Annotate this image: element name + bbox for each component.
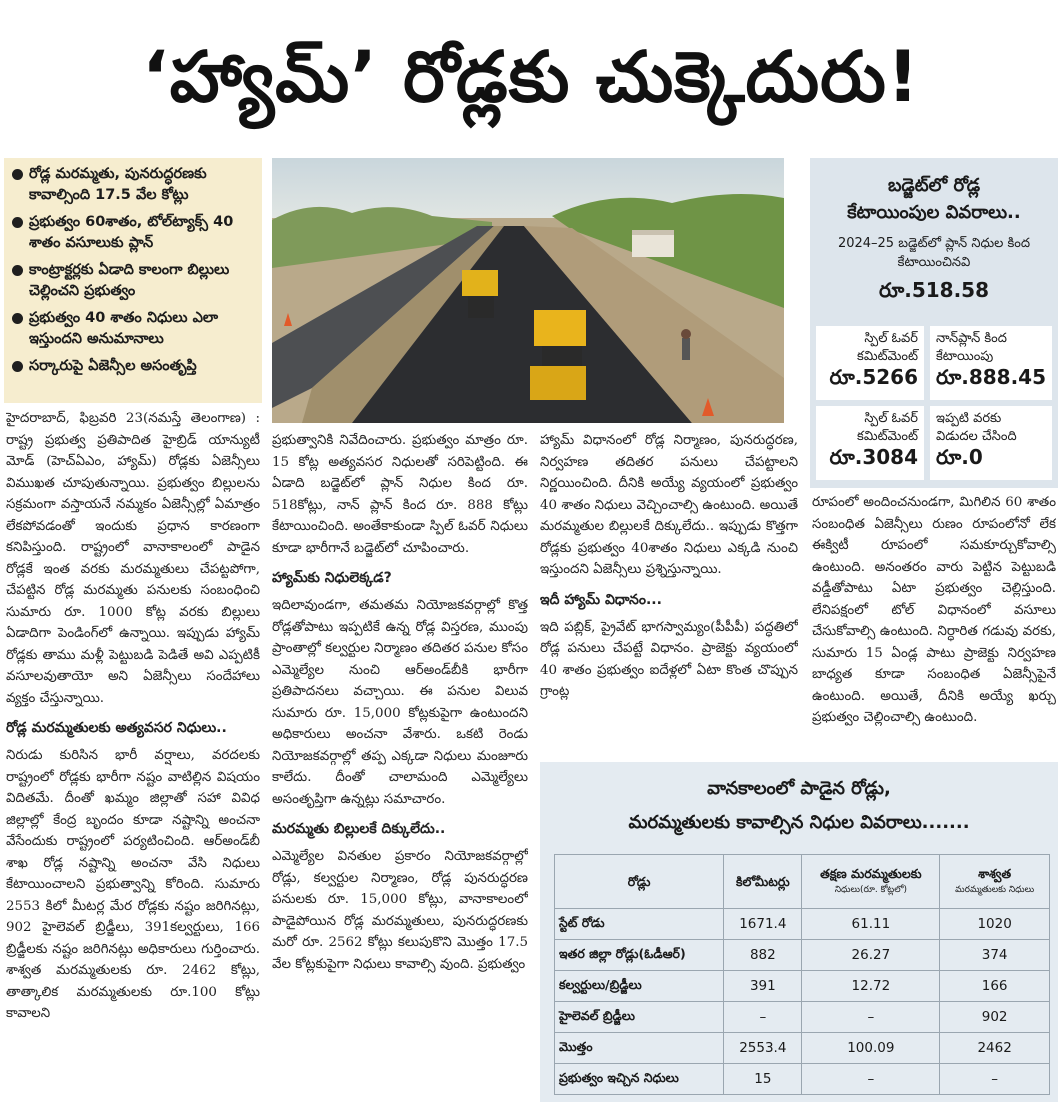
column-header: రోడ్లు: [555, 855, 724, 909]
subheading: హ్యామ్‌కు నిధులెక్కడ?: [272, 570, 392, 586]
budget-cell: స్పిల్ ఓవర్ కమిట్‌మెంట్ రూ.3084: [816, 406, 924, 480]
table-title: వానకాలంలో పాడైన రోడ్లు,: [707, 778, 891, 799]
highlight-item: కాంట్రాక్టర్లకు ఏడాది కాలంగా బిల్లులు చెల్లించని ప్రభుత్వం: [12, 260, 256, 302]
budget-cell: నాన్‌ప్లాన్ కింద కేటాయింపు రూ.888.45: [930, 326, 1052, 400]
column-header: శాశ్వత మరమ్మతులకు నిధులు: [940, 855, 1050, 909]
table-row: స్టేట్ రోడు 1671.4 61.11 1020: [555, 909, 1050, 940]
bullet-icon: [12, 313, 23, 324]
bullet-icon: [12, 169, 23, 180]
table-row: ప్రభుత్వం ఇచ్చిన నిధులు 15 – –: [555, 1064, 1050, 1095]
bullet-icon: [12, 217, 23, 228]
headline: ‘హ్యామ్’ రోడ్లకు చుక్కెదురు!: [142, 36, 920, 118]
table-row: మొత్తం 2553.4 100.09 2462: [555, 1033, 1050, 1064]
article-column-2: [272, 430, 528, 1104]
paragraph: హ్యామ్ విధానంలో రోడ్ల నిర్మాణం, పునరుద్ధరణ, నిర్వహణ తదితర పనులు చేపట్టాలని నిర్ణయించింది. దీనికి అయ్యే వ్యయంలో ప్రభుత్వం 40 శాతం నిధులు వెచ్చించాల్సి ఉంటుంది. అయితే మరమ్మతుల బిల్లులకే దిక్కులేదు.. ఇప్పుడు కొత్తగా రోడ్లకు ప్రభుత్వం 40శాతం నిధులు ఎక్కడి నుంచి ఇస్తుందని ఏజెన్సీలు ప్రశ్నిస్తున్నాయి.: [540, 433, 798, 577]
bullet-icon: [12, 265, 23, 276]
column-header: తక్షణ మరమ్మతులకు నిధులు(రూ. కోట్లలో): [802, 855, 940, 909]
repair-funds-table: [554, 854, 1050, 1095]
road-construction-photo: [272, 158, 784, 423]
table-row: హైలెవల్ బ్రిడ్జీలు – – 902: [555, 1002, 1050, 1033]
highlight-item: ప్రభుత్వం 40 శాతం నిధులు ఎలా ఇస్తుందని అనుమానాలు: [12, 308, 256, 350]
bullet-icon: [12, 361, 23, 372]
paragraph: హైదరాబాద్, ఫిబ్రవరి 23(నమస్తే తెలంగాణ) : రాష్ట్ర ప్రభుత్వ ప్రతిపాదిత హైబ్రిడ్ యాన్యుటీ మోడ్ (హెచ్ఏఎం, హ్యామ్) రోడ్లకు ఏజెన్సీలు విముఖత చూపుతున్నాయి. ప్రభుత్వం బిల్లులను సక్రమంగా వస్తాయనే నమ్మకం ఏజెన్సీల్లో ఏమాత్రం లేకపోవడంతో ఇందుకు ప్రధాన కారణంగా కనిపిస్తుంది. రాష్ట్రంలో వానాకాలంలో పాడైన రోడ్లకే ఇంత వరకు మరమ్మతులు చేపట్టపోగా, చేపట్టిన రోడ్ల మరమ్మతు పనులకు సంబంధించి సుమారు రూ. 1000 కోట్ల వరకు బిల్లులు ఏడాదిగా పెండింగ్‌లో ఉన్నాయి. ఇప్పుడు హ్యామ్ రోడ్లకు తాము మళ్లీ పెట్టుబడి పెడితే అవి ఎప్పటికీ వసూలవుతాయో అని ఏజెన్సీలు సందేహాలు వ్యక్తం చేస్తున్నాయి.: [6, 411, 260, 706]
subheading: రోడ్ల మరమ్మతులకు అత్యవసర నిధులు..: [6, 720, 227, 736]
subheading: మరమ్మతు బిల్లులకే దిక్కులేదు..: [272, 821, 446, 837]
paragraph: రూపంలో అందించనుండగా, మిగిలిన 60 శాతం సంబంధిత ఏజెన్సీలు రుణం రూపంలోనో లేక ఈక్విటీ రూపంలో సమకూర్చుకోవాల్సి ఉంటుంది. అనంతరం వారు పెట్టిన పెట్టుబడి వడ్డీతోపాటు ఏటా ప్రభుత్వం చెల్లిస్తుంది. లేనిపక్షంలో టోల్ విధానంలో వసూలు చేసుకోవాల్సి ఉంటుంది. నిర్ధారిత గడువు వరకు, సుమారు 15 ఏండ్ల పాటు ప్రాజెక్టు నిర్వహణ బాధ్యత కూడా సంబంధిత ఏజెన్సీపైనే ఉంటుంది. అయితే, దీనికి అయ్యే ఖర్చు ప్రభుత్వం చెల్లించాల్సి ఉంటుంది.: [812, 495, 1056, 725]
highlight-item: సర్కారుపై ఏజెన్సీల అసంతృప్తి: [12, 356, 256, 377]
paragraph: ఎమ్మెల్యేల వినతుల ప్రకారం నియోజకవర్గాల్లో రోడ్లు, కల్వర్టుల నిర్మాణం, రోడ్ల పునరుద్ధరణ పనులకు రూ. 15,000 కోట్లు, వానాకాలంలో పాడైపోయిన రోడ్ల మరమ్మతులు, పునరుద్ధరణకు మరో రూ. 2562 కోట్లు కలుపుకొని మొత్తం 17.5 వేల కోట్లకుపైగా నిధులు కావాల్సి వుంది. ప్రభుత్వం: [272, 849, 528, 972]
table-row: ఇతర జిల్లా రోడ్లు(ఓడీఆర్) 882 26.27 374: [555, 940, 1050, 971]
table-header-row: [555, 855, 1050, 909]
table-title: మరమ్మతులకు కావాల్సిన నిధుల వివరాలు.......: [628, 812, 970, 833]
budget-note: 2024–25 బడ్జెట్‌లో ప్లాన్ నిధుల కింద కేటాయించినవి: [837, 236, 1031, 270]
plan-amount: రూ.518.58: [879, 278, 989, 302]
column-header: కిలోమీటర్లు: [724, 855, 802, 909]
highlights-box: [4, 158, 262, 403]
subheading: ఇదీ హ్యామ్ విధానం...: [540, 591, 662, 608]
paragraph: నిరుడు కురిసిన భారీ వర్షాలు, వరదలకు రాష్ట్రంలో రోడ్లకు భారీగా నష్టం వాటిల్లిన విషయం విదితమే. దీంతో ఖమ్మం జిల్లాతో సహా వివిధ జిల్లాల్లో కేంద్ర బృందం కూడా నష్టాన్ని అంచనా వేసేందుకు రాష్ట్రంలో పర్యటించింది. ఆర్అండ్‌బీ శాఖ రోడ్ల నష్టాన్ని అంచనా వేసి నిధులు కేటాయించాలని ప్రభుత్వాన్ని కోరింది. సుమారు 2553 కిలో మీటర్ల మేర రోడ్లకు నష్టం జరిగినట్లు, 902 హైలెవల్ బ్రిడ్జీలు, 391కల్వర్టులు, 166 బ్రిడ్జీలకు నష్టం జరిగినట్లు అధికారులు గుర్తించారు. శాశ్వత మరమ్మతులకు రూ. 2462 కోట్లు, తాత్కాలిక మరమ్మతులకు రూ.100 కోట్లు కావాలని: [6, 748, 260, 1021]
article-column-1: [6, 408, 260, 1104]
highlight-item: ప్రభుత్వం 60శాతం, టోల్‌ట్యాక్స్ 40 శాతం వసూలుకు ప్లాన్: [12, 212, 256, 254]
budget-allocation-box: [810, 158, 1058, 488]
table-row: కల్వర్టులు/బ్రిడ్జీలు 391 12.72 166: [555, 971, 1050, 1002]
highlight-item: రోడ్ల మరమ్మతు, పునరుద్ధరణకు కావాల్సింది 17.5 వేల కోట్లు: [12, 164, 256, 206]
budget-cell: ఇప్పటి వరకు విడుదల చేసింది రూ.0: [930, 406, 1052, 480]
article-column-4: [812, 492, 1056, 754]
budget-title: బడ్జెట్‌లో రోడ్ల: [887, 175, 981, 196]
paragraph: ప్రభుత్వానికి నివేదించారు. ప్రభుత్వం మాత్రం రూ. 15 కోట్ల అత్యవసర నిధులతో సరిపెట్టింది. ఈ ఏడాది బడ్జెట్‌లో ప్లాన్ నిధుల కింద రూ. 518కోట్లు, నాన్ ప్లాన్ కింద రూ. 888 కోట్లు కేటాయించింది. అంతేకాకుండా స్పిల్ ఓవర్ నిధులు కూడా భారీగానే బడ్జెట్‌లో చూపించారు.: [272, 433, 528, 556]
article-column-3: [540, 430, 798, 756]
budget-grid: [816, 326, 1052, 480]
repair-funds-table-box: [540, 762, 1058, 1102]
paragraph: ఇదిలావుండగా, తమతమ నియోజకవర్గాల్లో కొత్త రోడ్లతోపాటు ఇప్పటికే ఉన్న రోడ్ల విస్తరణ, ముంపు ప్రాంతాల్లో కల్వర్టుల నిర్మాణం తదితర పనుల కోసం ఎమ్మెల్యేల నుంచి ఆర్అండ్‌బీకి భారీగా ప్రతిపాదనలు వచ్చాయి. ఈ పనుల విలువ సుమారు రూ. 15,000 కోట్లకుపైగా ఉంటుందని అధికారులు అంచనా వేశారు. ఒకటి రెండు నియోజకవర్గాల్లో తప్ప ఎక్కడా నిధులు మంజూరు కాలేదు. దీంతో చాలామంది ఎమ్మెల్యేలు అసంతృప్తిగా ఉన్నట్లు సమాచారం.: [272, 598, 528, 807]
budget-title: కేటాయింపుల వివరాలు..: [847, 202, 1021, 223]
paragraph: ఇది పబ్లిక్, ప్రైవేట్ భాగస్వామ్యం(పీపీపీ) పద్ధతిలో రోడ్ల పనులు చేపట్టే విధానం. ప్రాజెక్టు వ్యయంలో 40 శాతం ప్రభుత్వం ఐదేళ్లలో ఏటా కొంత చొప్పున గ్రాంట్ల: [540, 619, 798, 699]
budget-cell: స్పిల్ ఓవర్ కమిట్‌మెంట్ రూ.5266: [816, 326, 924, 400]
